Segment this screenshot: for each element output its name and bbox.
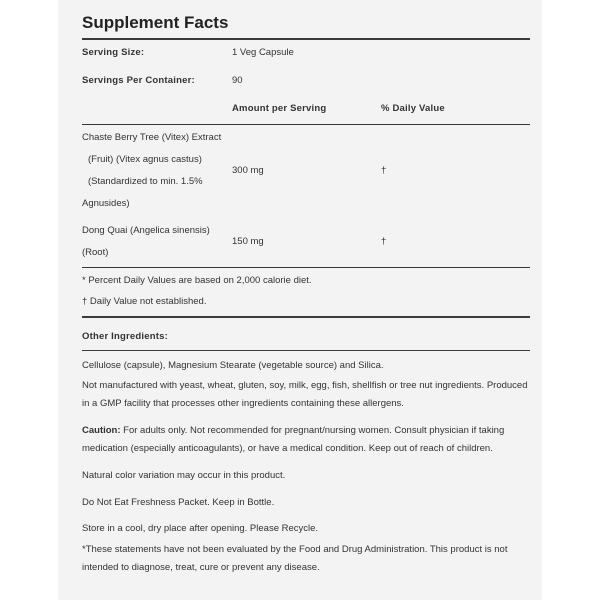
servings-per-container-label: Servings Per Container: [82, 75, 195, 86]
servings-per-container-value: 90 [232, 75, 243, 86]
note-text: Store in a cool, dry place after opening. Please Recycle. [82, 523, 319, 534]
fda-disclaimer: *These statements have not been evaluated by the Food and Drug Administration. This product is not intended to diagnose, treat, cure or prevent any disease. [82, 544, 508, 573]
caution-label: Caution: [82, 425, 121, 436]
ingredient-name-line: Chaste Berry Tree (Vitex) Extract [82, 132, 222, 143]
ingredient-daily-value: † [381, 165, 387, 176]
divider [82, 38, 530, 40]
caution-text: For adults only. Not recommended for pregnant/nursing women. Consult physician if taking medication (especially anticoagulants), or have a medical condition. Keep out of reach of children. [82, 425, 505, 454]
ingredient-amount: 300 mg [232, 165, 264, 176]
serving-size-value: 1 Veg Capsule [232, 47, 294, 58]
divider [82, 267, 530, 268]
ingredient-amount: 150 mg [232, 236, 264, 247]
ingredient-name-line: (Root) [82, 247, 109, 258]
note-text: Natural color variation may occur in this product. [82, 470, 286, 481]
other-ingredients-heading: Other Ingredients: [82, 331, 168, 342]
page-title: Supplement Facts [82, 13, 229, 32]
caution-statement [82, 422, 530, 458]
ingredient-name-line: Agnusides) [82, 198, 130, 209]
divider [82, 124, 530, 125]
divider [82, 350, 530, 351]
footnote: † Daily Value not established. [82, 296, 207, 307]
ingredient-name-line: Dong Quai (Angelica sinensis) [82, 225, 210, 236]
ingredient-name-line: (Fruit) (Vitex agnus castus) [88, 154, 202, 165]
ingredient-name-line: (Standardized to min. 1.5% [88, 176, 203, 187]
amount-per-serving-header: Amount per Serving [232, 103, 327, 114]
other-ingredients-text: Cellulose (capsule), Magnesium Stearate (vegetable source) and Silica. [82, 360, 384, 371]
note-text: Do Not Eat Freshness Packet. Keep in Bottle. [82, 497, 275, 508]
supplement-facts-panel [58, 0, 542, 600]
ingredient-daily-value: † [381, 236, 387, 247]
daily-value-header: % Daily Value [381, 103, 445, 114]
footnote: * Percent Daily Values are based on 2,000 calorie diet. [82, 275, 312, 286]
divider [82, 316, 530, 318]
allergen-statement: Not manufactured with yeast, wheat, gluten, soy, milk, egg, fish, shellfish or tree nut ingredients. Produced in a GMP facility that processes other ingredients containing these allergens. [82, 380, 528, 409]
serving-size-label: Serving Size: [82, 47, 145, 58]
